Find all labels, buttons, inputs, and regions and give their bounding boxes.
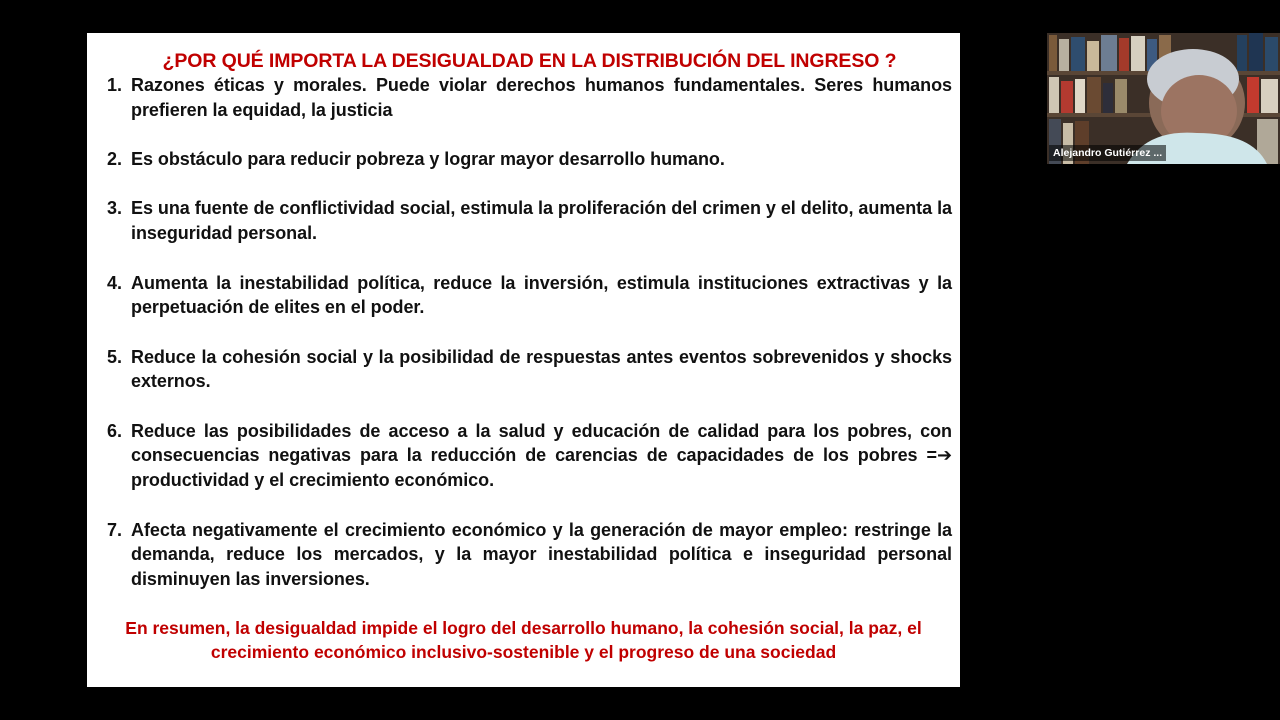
list-item-text: Afecta negativamente el crecimiento económico y la generación de mayor empleo: restringe la demanda, reduce los mercados, y la mayor inestabilidad política e inseguridad personal disminuyen las inversiones. — [131, 519, 952, 589]
list-item — [107, 147, 952, 172]
list-item — [107, 518, 952, 592]
slide-summary: En resumen, la desigualdad impide el logro del desarrollo humano, la cohesión social, la paz, el crecimiento económico inclusivo-sostenible y el progreso de una sociedad — [125, 618, 922, 663]
list-item-text: Reduce las posibilidades de acceso a la salud y educación de calidad para los pobres, con consecuencias negativas para la reducción de carencias de capacidades de los pobres =➔ productividad y el crecimiento económico. — [131, 420, 952, 491]
list-item-number: 7. — [107, 519, 122, 540]
list-item-number: 2. — [107, 149, 122, 170]
list-item — [107, 196, 952, 245]
list-item-text: Razones éticas y morales. Puede violar derechos humanos fundamentales. Seres humanos prefieren la equidad, la justicia — [131, 75, 952, 120]
participant-name-label: Alejandro Gutiérrez ... — [1049, 145, 1166, 161]
participant-video-tile[interactable] — [1047, 33, 1280, 164]
reasons-list — [107, 73, 952, 592]
shared-slide — [87, 33, 960, 687]
list-item — [107, 271, 952, 320]
list-item — [107, 345, 952, 394]
list-item-number: 6. — [107, 420, 122, 441]
list-item-number: 4. — [107, 272, 122, 293]
list-item-number: 5. — [107, 346, 122, 367]
list-item-text: Es una fuente de conflictividad social, estimula la proliferación del crimen y el delito, aumenta la inseguridad personal. — [131, 198, 952, 244]
list-item-text: Es obstáculo para reducir pobreza y lograr mayor desarrollo humano. — [131, 149, 725, 170]
list-item — [107, 419, 952, 493]
list-item-number: 3. — [107, 198, 122, 219]
list-item-number: 1. — [107, 75, 122, 95]
list-item-text: Reduce la cohesión social y la posibilidad de respuestas antes eventos sobrevenidos y shocks externos. — [131, 346, 952, 392]
list-item-text: Aumenta la inestabilidad política, reduce la inversión, estimula instituciones extractivas y la perpetuación de elites en el poder. — [131, 272, 952, 318]
slide-title: ¿POR QUÉ IMPORTA LA DESIGUALDAD EN LA DISTRIBUCIÓN DEL INGRESO ? — [162, 50, 897, 72]
list-item — [107, 73, 952, 122]
